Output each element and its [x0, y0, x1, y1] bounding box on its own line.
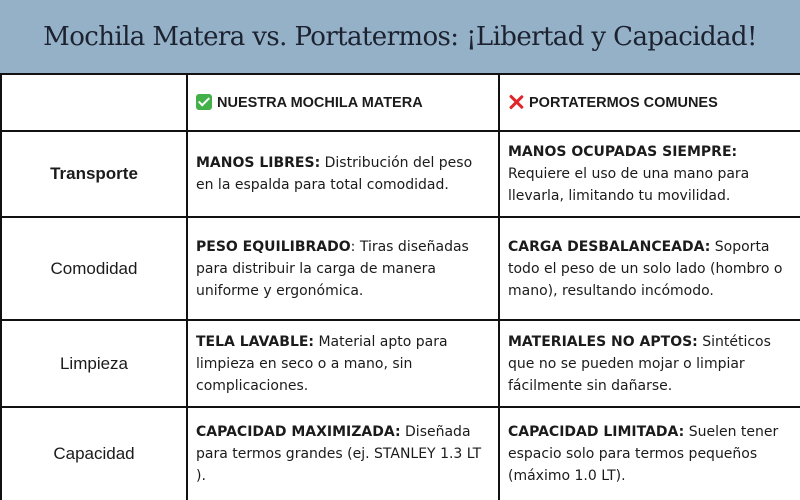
theirs-cell — [499, 131, 800, 217]
cell-lead: CARGA DESBALANCEADA: — [508, 238, 711, 255]
header-theirs — [499, 74, 800, 131]
cell-lead: MATERIALES NO APTOS: — [508, 333, 698, 350]
header-ours-label: NUESTRA MOCHILA MATERA — [217, 95, 423, 111]
cell-lead: MANOS OCUPADAS SIEMPRE: — [508, 144, 738, 160]
theirs-cell — [499, 217, 800, 320]
table-row — [1, 407, 800, 500]
ours-cell — [187, 217, 499, 320]
cell-text: Diseñada para termos grandes (ej. STANLEY 1.3 LT ). — [196, 424, 482, 484]
cell-lead: PESO EQUILIBRADO — [196, 238, 351, 255]
row-label: Transporte — [1, 131, 187, 217]
cell-text: Material apto para limpieza en seco o a mano, sin complicaciones. — [196, 333, 448, 394]
comparison-table — [0, 73, 800, 500]
row-label: Comodidad — [1, 217, 187, 320]
page-title: Mochila Matera vs. Portatermos: ¡Libertad y Capacidad! — [43, 21, 757, 52]
ours-cell — [187, 131, 499, 217]
check-icon — [196, 94, 212, 110]
cell-lead: CAPACIDAD LIMITADA: — [508, 424, 685, 440]
cell-lead: TELA LAVABLE: — [196, 333, 315, 350]
cell-text: Suelen tener espacio solo para termos pequeños (máximo 1.0 LT). — [508, 424, 779, 484]
cell-text: Soporta todo el peso de un solo lado (hombro o mano), resultando incómodo. — [508, 238, 783, 299]
cell-text: Requiere el uso de una mano para llevarla, limitando tu movilidad. — [508, 166, 750, 204]
cell-text: Distribución del peso en la espalda para total comodidad. — [196, 155, 473, 193]
cross-icon — [508, 94, 524, 110]
theirs-cell — [499, 320, 800, 407]
table-row — [1, 217, 800, 320]
table-row — [1, 320, 800, 407]
title-banner — [0, 0, 800, 73]
cell-text: : Tiras diseñadas para distribuir la carga de manera uniforme y ergonómica. — [196, 238, 469, 299]
table-header-row — [1, 74, 800, 131]
header-theirs-label: PORTATERMOS COMUNES — [529, 95, 718, 111]
ours-cell — [187, 320, 499, 407]
cell-lead: MANOS LIBRES: — [196, 155, 321, 171]
row-label: Limpieza — [1, 320, 187, 407]
theirs-cell — [499, 407, 800, 500]
cell-text: Sintéticos que no se pueden mojar o limpiar fácilmente sin dañarse. — [508, 333, 771, 394]
header-ours — [187, 74, 499, 131]
table-row — [1, 131, 800, 217]
row-label: Capacidad — [1, 407, 187, 500]
cell-lead: CAPACIDAD MAXIMIZADA: — [196, 424, 401, 440]
ours-cell — [187, 407, 499, 500]
header-empty-cell — [1, 74, 187, 131]
